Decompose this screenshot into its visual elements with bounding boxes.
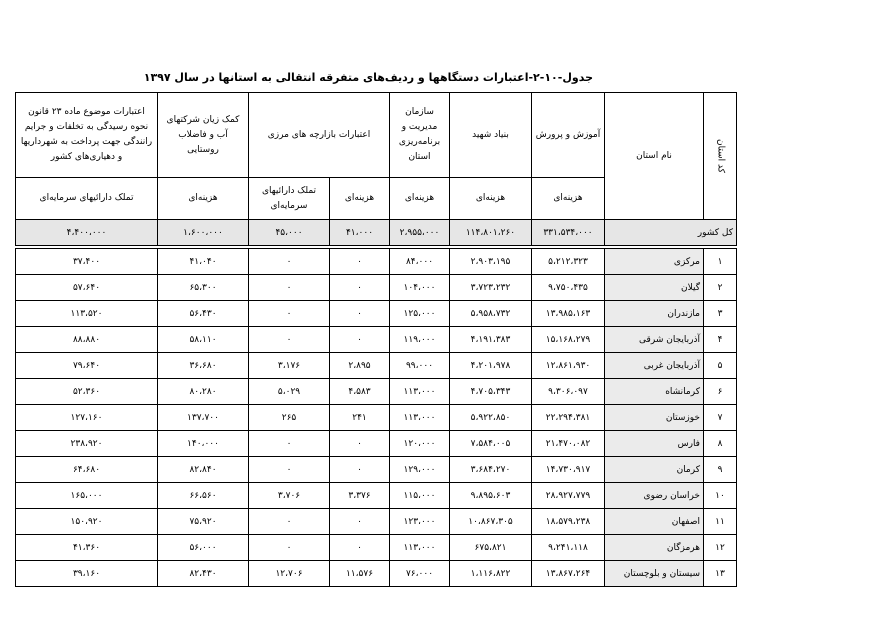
cell-water: ۵۶،۰۰۰ — [158, 535, 249, 561]
budget-table — [15, 92, 737, 587]
table-title: جدول-۱۰-۲-اعتبارات دستگاهها و ردیف‌های متفرقه انتقالی به استانها در سال ۱۳۹۷ — [143, 71, 593, 84]
cell-border-expense: ۰ — [330, 249, 390, 275]
cell-article23: ۶۴،۶۸۰ — [16, 457, 158, 483]
cell-code: ۲ — [704, 275, 737, 301]
cell-border-expense: ۳،۳۷۶ — [330, 483, 390, 509]
cell-martyr: ۳،۶۸۴،۲۷۰ — [450, 457, 532, 483]
subheader-martyr-expense: هزینه‌ای — [450, 178, 532, 220]
cell-education: ۹،۲۴۱،۱۱۸ — [532, 535, 605, 561]
cell-border-expense: ۰ — [330, 457, 390, 483]
cell-article23: ۴۱،۳۶۰ — [16, 535, 158, 561]
cell-water: ۸۲،۸۴۰ — [158, 457, 249, 483]
cell-planning: ۱۱۳،۰۰۰ — [390, 405, 450, 431]
cell-martyr: ۴،۱۹۱،۳۸۳ — [450, 327, 532, 353]
cell-education: ۱۳،۸۶۷،۲۶۴ — [532, 561, 605, 587]
total-border-capital: ۴۵،۰۰۰ — [249, 220, 330, 246]
subheader-border-capital: تملک دارائیهای سرمایه‌ای — [249, 178, 330, 220]
cell-water: ۸۰،۲۸۰ — [158, 379, 249, 405]
cell-planning: ۱۲۳،۰۰۰ — [390, 509, 450, 535]
cell-water: ۶۵،۳۰۰ — [158, 275, 249, 301]
cell-article23: ۱۱۳،۵۲۰ — [16, 301, 158, 327]
subheader-water-expense: هزینه‌ای — [158, 178, 249, 220]
cell-martyr: ۵،۹۲۲،۸۵۰ — [450, 405, 532, 431]
cell-water: ۴۱،۰۴۰ — [158, 249, 249, 275]
cell-border-expense: ۰ — [330, 431, 390, 457]
table-row — [16, 509, 737, 535]
cell-water: ۶۶،۵۶۰ — [158, 483, 249, 509]
cell-code: ۹ — [704, 457, 737, 483]
cell-education: ۲۱،۴۷۰،۰۸۲ — [532, 431, 605, 457]
total-label: کل کشور — [605, 220, 737, 246]
cell-martyr: ۴،۷۰۵،۳۴۳ — [450, 379, 532, 405]
cell-province: سیستان و بلوچستان — [605, 561, 704, 587]
table-row — [16, 457, 737, 483]
cell-article23: ۸۸،۸۸۰ — [16, 327, 158, 353]
cell-code: ۱۰ — [704, 483, 737, 509]
cell-border-capital: ۰ — [249, 431, 330, 457]
cell-province: کرمانشاه — [605, 379, 704, 405]
cell-education: ۱۸،۵۷۹،۲۳۸ — [532, 509, 605, 535]
cell-education: ۱۳،۹۸۵،۱۶۳ — [532, 301, 605, 327]
table-row — [16, 405, 737, 431]
cell-education: ۲۲،۲۹۴،۳۸۱ — [532, 405, 605, 431]
table-row — [16, 535, 737, 561]
header-water: کمک زیان شرکتهای آب و فاضلاب روستایی — [158, 93, 249, 178]
cell-article23: ۱۵۰،۹۲۰ — [16, 509, 158, 535]
cell-education: ۱۲،۸۶۱،۹۳۰ — [532, 353, 605, 379]
cell-code: ۱ — [704, 249, 737, 275]
total-article23: ۴،۴۰۰،۰۰۰ — [16, 220, 158, 246]
cell-water: ۵۶،۴۳۰ — [158, 301, 249, 327]
total-row — [16, 220, 737, 246]
cell-code: ۴ — [704, 327, 737, 353]
cell-code: ۳ — [704, 301, 737, 327]
cell-martyr: ۷،۵۸۴،۰۰۵ — [450, 431, 532, 457]
cell-article23: ۱۶۵،۰۰۰ — [16, 483, 158, 509]
cell-border-capital: ۱۲،۷۰۶ — [249, 561, 330, 587]
cell-martyr: ۹،۸۹۵،۶۰۳ — [450, 483, 532, 509]
cell-martyr: ۶۷۵،۸۲۱ — [450, 535, 532, 561]
cell-martyr: ۱،۱۱۶،۸۲۲ — [450, 561, 532, 587]
subheader-article23-capital: تملک دارائیهای سرمایه‌ای — [16, 178, 158, 220]
header-border: اعتبارات بازارچه های مرزی — [249, 93, 390, 178]
cell-border-expense: ۰ — [330, 301, 390, 327]
cell-border-expense: ۰ — [330, 509, 390, 535]
table-row — [16, 353, 737, 379]
cell-code: ۱۱ — [704, 509, 737, 535]
cell-province: کرمان — [605, 457, 704, 483]
cell-education: ۱۴،۷۳۰،۹۱۷ — [532, 457, 605, 483]
cell-code: ۱۲ — [704, 535, 737, 561]
cell-planning: ۱۱۵،۰۰۰ — [390, 483, 450, 509]
cell-martyr: ۲،۹۰۳،۱۹۵ — [450, 249, 532, 275]
cell-water: ۷۵،۹۲۰ — [158, 509, 249, 535]
cell-border-expense: ۰ — [330, 275, 390, 301]
cell-planning: ۱۲۹،۰۰۰ — [390, 457, 450, 483]
cell-water: ۳۶،۶۸۰ — [158, 353, 249, 379]
cell-border-capital: ۳،۱۷۶ — [249, 353, 330, 379]
cell-code: ۶ — [704, 379, 737, 405]
cell-water: ۵۸،۱۱۰ — [158, 327, 249, 353]
cell-border-capital: ۰ — [249, 275, 330, 301]
cell-border-capital: ۲۶۵ — [249, 405, 330, 431]
cell-article23: ۱۲۷،۱۶۰ — [16, 405, 158, 431]
cell-martyr: ۴،۲۰۱،۹۷۸ — [450, 353, 532, 379]
cell-article23: ۵۷،۶۴۰ — [16, 275, 158, 301]
cell-planning: ۱۲۵،۰۰۰ — [390, 301, 450, 327]
cell-border-capital: ۰ — [249, 249, 330, 275]
cell-planning: ۷۶،۰۰۰ — [390, 561, 450, 587]
cell-planning: ۱۲۰،۰۰۰ — [390, 431, 450, 457]
cell-martyr: ۳،۷۲۳،۲۳۲ — [450, 275, 532, 301]
cell-border-expense: ۲،۸۹۵ — [330, 353, 390, 379]
cell-border-capital: ۳،۷۰۶ — [249, 483, 330, 509]
cell-education: ۵،۲۱۲،۳۲۳ — [532, 249, 605, 275]
total-martyr: ۱۱۴،۸۰۱،۲۶۰ — [450, 220, 532, 246]
cell-border-capital: ۰ — [249, 301, 330, 327]
cell-province: آذربایجان شرقی — [605, 327, 704, 353]
table-row — [16, 327, 737, 353]
cell-border-expense: ۰ — [330, 327, 390, 353]
cell-planning: ۸۴،۰۰۰ — [390, 249, 450, 275]
table-row — [16, 431, 737, 457]
cell-article23: ۳۷،۴۰۰ — [16, 249, 158, 275]
cell-water: ۱۴۰،۰۰۰ — [158, 431, 249, 457]
cell-planning: ۹۹،۰۰۰ — [390, 353, 450, 379]
cell-water: ۸۲،۴۳۰ — [158, 561, 249, 587]
cell-education: ۹،۷۵۰،۴۳۵ — [532, 275, 605, 301]
cell-border-expense: ۲۴۱ — [330, 405, 390, 431]
subheader-planning-expense: هزینه‌ای — [390, 178, 450, 220]
cell-planning: ۱۰۴،۰۰۰ — [390, 275, 450, 301]
cell-province: خوزستان — [605, 405, 704, 431]
table-row — [16, 561, 737, 587]
cell-province: هرمزگان — [605, 535, 704, 561]
cell-planning: ۱۱۹،۰۰۰ — [390, 327, 450, 353]
cell-border-capital: ۰ — [249, 509, 330, 535]
cell-education: ۹،۳۰۶،۰۹۷ — [532, 379, 605, 405]
subheader-border-expense: هزینه‌ای — [330, 178, 390, 220]
table-row — [16, 249, 737, 275]
cell-code: ۸ — [704, 431, 737, 457]
header-martyr: بنیاد شهید — [450, 93, 532, 178]
total-water: ۱،۶۰۰،۰۰۰ — [158, 220, 249, 246]
cell-martyr: ۱۰،۸۶۷،۳۰۵ — [450, 509, 532, 535]
table-row — [16, 275, 737, 301]
header-code: کد استان — [704, 93, 737, 220]
cell-border-expense: ۱۱،۵۷۶ — [330, 561, 390, 587]
cell-education: ۲۸،۹۲۷،۷۷۹ — [532, 483, 605, 509]
cell-border-capital: ۵،۰۲۹ — [249, 379, 330, 405]
cell-province: خراسان رضوی — [605, 483, 704, 509]
cell-border-capital: ۰ — [249, 457, 330, 483]
cell-education: ۱۵،۱۶۸،۲۷۹ — [532, 327, 605, 353]
total-education: ۳۳۱،۵۳۴،۰۰۰ — [532, 220, 605, 246]
total-planning: ۲،۹۵۵،۰۰۰ — [390, 220, 450, 246]
cell-province: گیلان — [605, 275, 704, 301]
cell-province: آذربایجان غربی — [605, 353, 704, 379]
cell-border-expense: ۴،۵۸۳ — [330, 379, 390, 405]
cell-code: ۱۳ — [704, 561, 737, 587]
subheader-education-expense: هزینه‌ای — [532, 178, 605, 220]
cell-planning: ۱۱۳،۰۰۰ — [390, 379, 450, 405]
cell-article23: ۷۹،۶۴۰ — [16, 353, 158, 379]
cell-province: اصفهان — [605, 509, 704, 535]
cell-code: ۷ — [704, 405, 737, 431]
header-article23: اعتبارات موضوع ماده ۲۳ قانون نحوه رسیدگی به تخلفات و جرایم رانندگی جهت پرداخت به شهرداریها و دهیاری‌های کشور — [16, 93, 158, 178]
table-row — [16, 483, 737, 509]
cell-article23: ۵۲،۳۶۰ — [16, 379, 158, 405]
total-border-expense: ۴۱،۰۰۰ — [330, 220, 390, 246]
cell-code: ۵ — [704, 353, 737, 379]
cell-border-expense: ۰ — [330, 535, 390, 561]
header-planning: سازمان مدیریت و برنامه‌ریزی استان — [390, 93, 450, 178]
cell-border-capital: ۰ — [249, 535, 330, 561]
header-education: آموزش و پرورش — [532, 93, 605, 178]
cell-province: مرکزی — [605, 249, 704, 275]
header-province: نام استان — [605, 93, 704, 220]
cell-martyr: ۵،۹۵۸،۷۳۲ — [450, 301, 532, 327]
cell-province: مازندران — [605, 301, 704, 327]
cell-province: فارس — [605, 431, 704, 457]
table-row — [16, 301, 737, 327]
cell-article23: ۲۳۸،۹۲۰ — [16, 431, 158, 457]
cell-border-capital: ۰ — [249, 327, 330, 353]
cell-water: ۱۳۷،۷۰۰ — [158, 405, 249, 431]
table-row — [16, 379, 737, 405]
cell-planning: ۱۱۳،۰۰۰ — [390, 535, 450, 561]
cell-article23: ۳۹،۱۶۰ — [16, 561, 158, 587]
